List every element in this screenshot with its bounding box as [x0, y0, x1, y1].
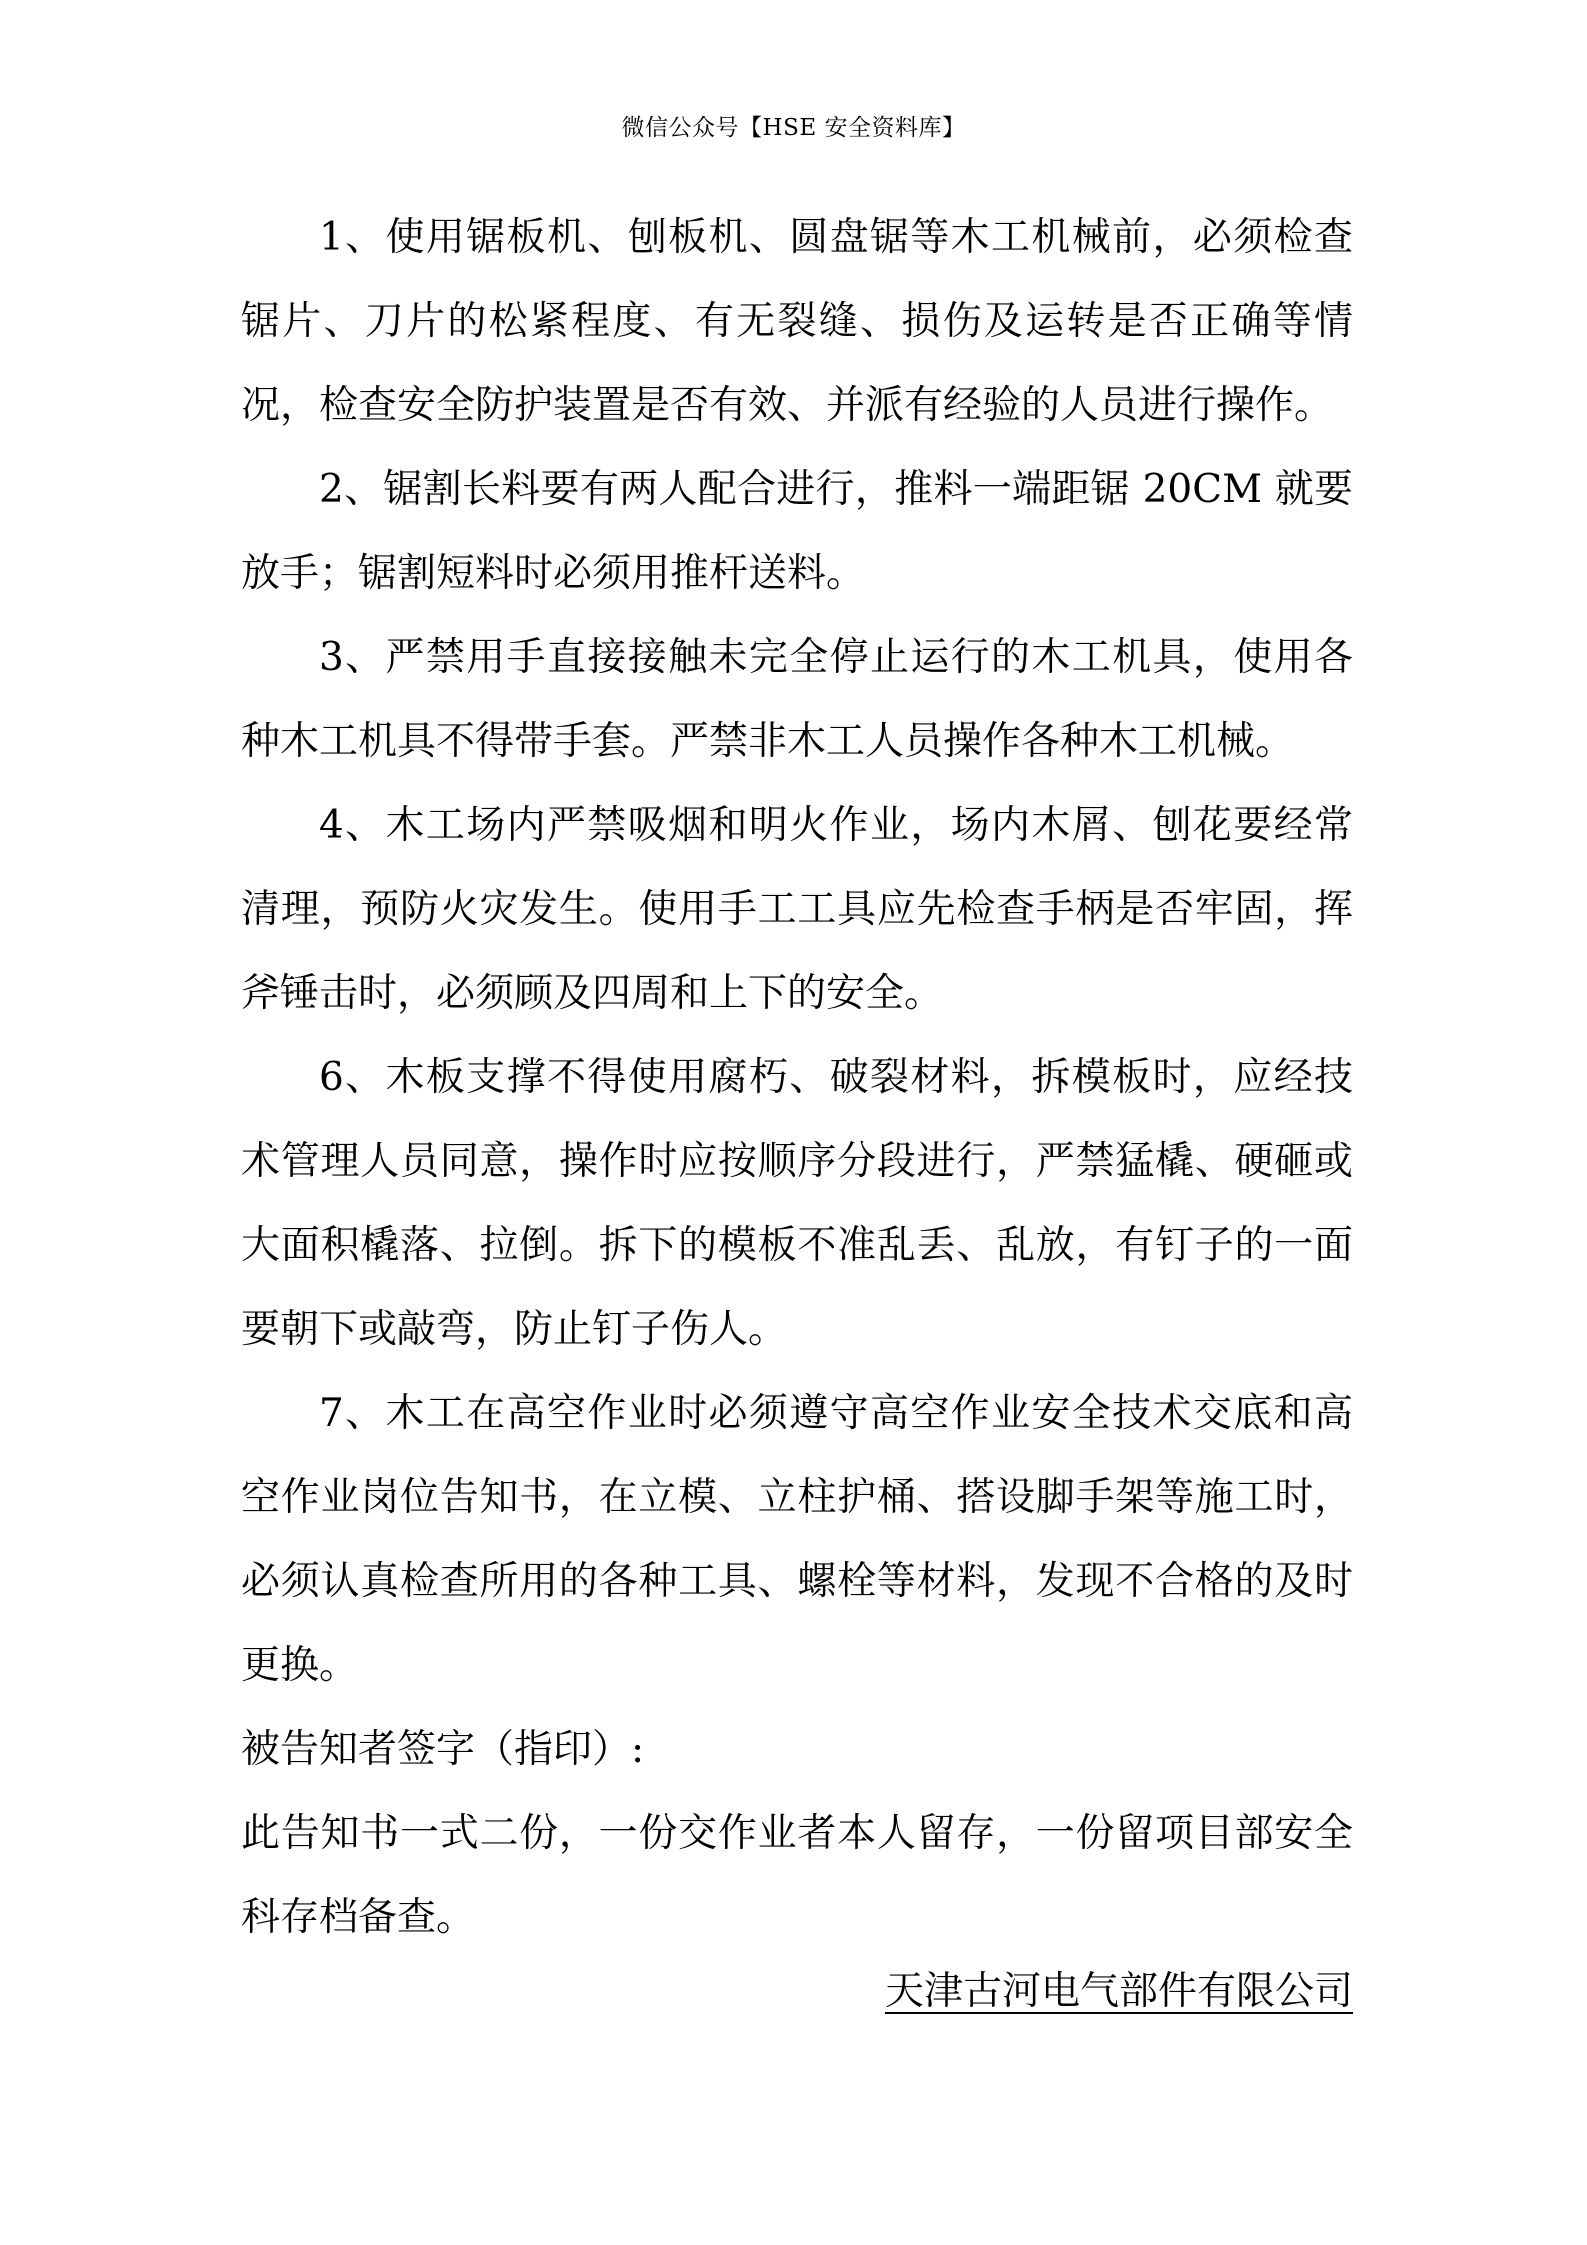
rule-3: 3、严禁用手直接接触未完全停止运行的木工机具，使用各种木工机具不得带手套。严禁非木工人员操作各种木工机械。 — [241, 635, 1353, 764]
rule-6: 6、木板支撑不得使用腐朽、破裂材料，拆模板时，应经技术管理人员同意，操作时应按顺序分段进行，严禁猛橇、硬砸或大面积橇落、拉倒。拆下的模板不准乱丢、乱放，有钉子的一面要朝下或敲弯，防止钉子伤人。 — [241, 1055, 1353, 1352]
rule-2: 2、锯割长料要有两人配合进行，推料一端距锯 20CM 就要放手；锯割短料时必须用推杆送料。 — [241, 467, 1353, 596]
page-header-source: 微信公众号【HSE 安全资料库】 — [621, 115, 966, 141]
rule-4: 4、木工场内严禁吸烟和明火作业，场内木屑、刨花要经常清理，预防火灾发生。使用手工工具应先检查手柄是否牢固，挥斧锤击时，必须顾及四周和上下的安全。 — [241, 803, 1353, 1016]
document-body — [241, 196, 1353, 1960]
signature-label: 被告知者签字（指印）: — [241, 1727, 645, 1772]
rule-7: 7、木工在高空作业时必须遵守高空作业安全技术交底和高空作业岗位告知书，在立模、立柱护桶、搭设脚手架等施工时，必须认真检查所用的各种工具、螺栓等材料，发现不合格的及时更换。 — [241, 1391, 1353, 1688]
company-name: 天津古河电气部件有限公司 — [884, 1969, 1353, 2014]
copies-note: 此告知书一式二份，一份交作业者本人留存，一份留项目部安全科存档备查。 — [241, 1811, 1353, 1940]
rule-1: 1、使用锯板机、刨板机、圆盘锯等木工机械前，必须检查锯片、刀片的松紧程度、有无裂缝、损伤及运转是否正确等情况，检查安全防护装置是否有效、并派有经验的人员进行操作。 — [241, 215, 1353, 428]
